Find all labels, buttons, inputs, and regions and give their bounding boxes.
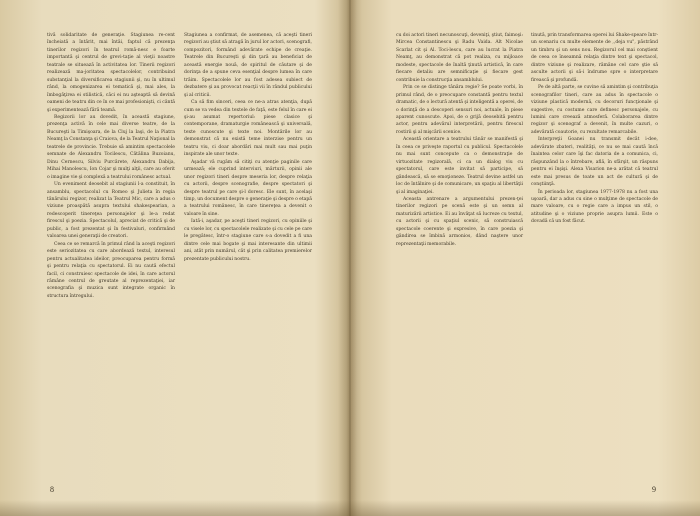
paragraph: Această orientare a teatrului tânăr se manifestă şi în ceea ce priveşte raportul cu publicul. Spectacolele nu mai sunt concepute ca o demonstraţie de virtuozitate regizorală, ci ca un dialog viu cu spectatorul, care este invitat să participe, să gândească, să se emoţioneze. Teatrul devine astfel un loc de întâlnire şi de comunicare, un spaţiu al libertăţii şi al imaginaţiei.: [396, 137, 523, 195]
paragraph: Un eveniment deosebit al stagiunii l-a constituit, în ansamblu, spectacolul cu Romeo şi Julieta în regia tânărului regizor, realizat la Teatrul Mic, care a adus o viziune proaspătă asupra textului shakespearian, a redescoperit tinereţea personajelor şi le-a redat firescul şi poezia. Spectacolul, apreciat de critică şi de public, a fost prezentat şi în festivaluri, confirmând valoarea unei generaţii de creatori.: [47, 182, 175, 240]
paragraph: În perioada lor, stagiunea 1977-1978 nu a fost una uşoară, dar a adus cu sine o mulţime de spectacole de mare valoare, cu o regie care a impus un stil, o atitudine şi o viziune proprie asupra lumii. Este o dovadă că un fost făcut.: [531, 189, 658, 225]
paragraph: tivă solidaritate de generaţie. Stagiunea re-cent încheiată a întărit, mai întâi, faptul că prezenţa tinerilor regizori în teatrul româ-nesc e foarte importantă şi centrul de grevi-taţie al vieţii noastre teatrale se situează în activitatea lor. Tinerii regizori realizează ma-joritatea spectacolelor, contribuind substanţial la diversificarea stagiunii şi, nu în ultimul rând, la omogenizarea ei tematică şi, mai ales, la îmbogăţirea ei stilistică, căci ei nu aşteaptă să devină oameni de teatru din ce în ce mai profesionişti, ci cântă şi experimentează fără teamă.: [47, 33, 175, 113]
paragraph: cu doi actori tineri necunoscuţi, deveniţi, ştiut, faimoşi: Mircea Constantinescu şi Radu Vaida. Alt Nicolae Scarlat cit şi Al. Toci-lescu, care au lucrat la Piatra Neamţ, au demonstrat că pot realiza, cu mijloace modeste, spectacole de înaltă ţinută artistică, în care fiecare detaliu are semnificaţie şi fiecare gest contribuie la construcţia ansamblului.: [396, 33, 523, 83]
left-page-column-2: [184, 32, 312, 263]
paragraph: Ca să fim sinceri, ceea ce ne-a atras atenţia, după cum se va vedea din textele de faţă, este felul în care ei şi-au asumat repertoriul: piese clasice şi contemporane, dramaturgie românească şi universală, texte cunoscute şi texte noi. Montările lor au demonstrat că nu există teme interzise pentru un teatru viu, ci doar abordări mai mult sau mai puţin inspirate ale unor texte.: [184, 100, 312, 158]
paragraph: Aşadar vă rugăm să citiţi cu atenţie paginile care urmează; ele cuprind interviuri, mărturii, opinii ale unor regizori tineri despre meseria lor, despre relaţia cu actorii, despre scenografie, despre spectatori şi despre teatrul pe care şi-l doresc. Ele sunt, în acelaşi timp, un document despre o generaţie şi despre o etapă a teatrului românesc, în care tinereţea a devenit o valoare în sine.: [184, 159, 312, 217]
left-page-column-1: [47, 32, 175, 300]
page-edge-shadow: [0, 500, 700, 516]
paragraph: Prin ce se distinge tânăra regie? Se poate vorbi, în primul rând, de o preocupare constantă pentru textul dramatic, de o lectură atentă şi inteligentă a operei, de o dorinţă de a descoperi sensuri noi, actuale, în piese aparent cunoscute. Apoi, de o grijă deosebită pentru actor, pentru adevărul interpretării, pentru firescul rostirii şi al mişcării scenice.: [396, 85, 523, 135]
paragraph: Stagiunea a confirmat, de asemenea, că aceşti tineri regizori au ştiut să atragă în jurul lor actori, scenografi, compozitori, formând adevărate echipe de creaţie. Teatrele din Bucureşti şi din ţară au beneficiat de această energie nouă, de spiritul de căutare şi de dorinţa de a spune ceva esenţial despre lumea în care trăim. Spectacolele lor au fost adesea subiect de dezbatere şi au provocat reacţii vii în rândul publicului şi al criticii.: [184, 33, 312, 98]
page-number: 8: [50, 485, 54, 494]
right-page-column-2: [531, 32, 658, 226]
paragraph: Pe de altă parte, se cuvine să amintim şi contribuţia scenografilor tineri, care au adus în spectacole o viziune plastică modernă, cu decoruri funcţionale şi sugestive, cu costume care definesc personajele, cu lumini care creează atmosferă. Colaborarea dintre regizor şi scenograf a devenit, în multe cazuri, o adevărată coautorie, cu rezultate remarcabile.: [531, 85, 658, 135]
right-page-column-1: [396, 32, 523, 248]
right-page: [350, 0, 700, 516]
paragraph: Aceasta antrenare a argumentului prezen-ţei tinerilor regizori pe scenă este şi un semn al maturizării artistice. Ei au învăţat să lucreze cu textul, cu actorii şi cu spaţiul scenic, să construiască spectacole coerente şi expresive, în care poezia şi gândirea se îmbină armonios, dând naştere unor reprezentaţii memorabile.: [396, 196, 523, 247]
paragraph: Ceea ce se remarcă în primul rând la aceşti regizori este seriozitatea cu care abordează textul, interesul pentru actualitatea ideilor, preocuparea pentru formă şi pentru relaţia cu spectatorul. Ei nu caută efectul facil, ci construiesc spectacole de idei, în care actorul rămâne centrul de greutate al reprezentaţiei, iar scenografia şi muzica sunt integrate organic în structura întregului.: [47, 241, 175, 299]
paragraph: Regizorii lor au dovedit, în această stagiune, prezenţa activă în cele mai diverse teatre, de la Bucureşti la Timişoara, de la Cluj la Iaşi, de la Piatra Neamţ la Constanţa şi Craiova, de la Teatrul Naţional la teatrele de provincie. Trebuie să amintim spectacolele semnate de Alexandru Tocilescu, Cătălina Buzoianu, Dinu Cernescu, Silviu Purcărete, Alexandru Dabija, Mihai Manolescu, Ion Cojar şi mulţi alţii, care au oferit o imagine vie şi complexă a teatrului românesc actual.: [47, 114, 175, 180]
paragraph: tinută, prin transformarea operei lui Shake-speare într-un scenariu cu multe elemente de ,,deja vu", păstrând un timbru şi un sens nou. Regizorul cel mai conştient de ceea ce înseamnă relaţia dintre text şi spectacol, dintre viziune şi realizare, rămâne cel care ştie să asculte actorii şi să-i îndrume spre o interpretare firească şi profundă.: [531, 33, 658, 83]
page-number: 9: [652, 485, 656, 494]
paragraph: Iată-i, aşadar, pe aceşti tineri regizori, cu opiniile şi cu visele lor, cu spectacolele realizate şi cu cele pe care le pregătesc, într-o stagiune care s-a dovedit a fi una dintre cele mai bogate şi mai interesante din ultimii ani, atât prin numărul, cât şi prin calitatea premierelor prezentate publicului nostru.: [184, 219, 312, 262]
paragraph: Interpreţii Goanei nu transmit decât i-dee, adevărate zbateri, realităţi, ce nu se mai caută încă înaintea celor care îşi fac datoria de a comunica, ci, răspunzând la o întrebare, află, în sfârşit, un răspuns pentru ei înşişi. Alexa Visarion ne-a arătat că teatrul este mai presus de toate un act de cultură şi de conştiinţă.: [531, 137, 658, 188]
